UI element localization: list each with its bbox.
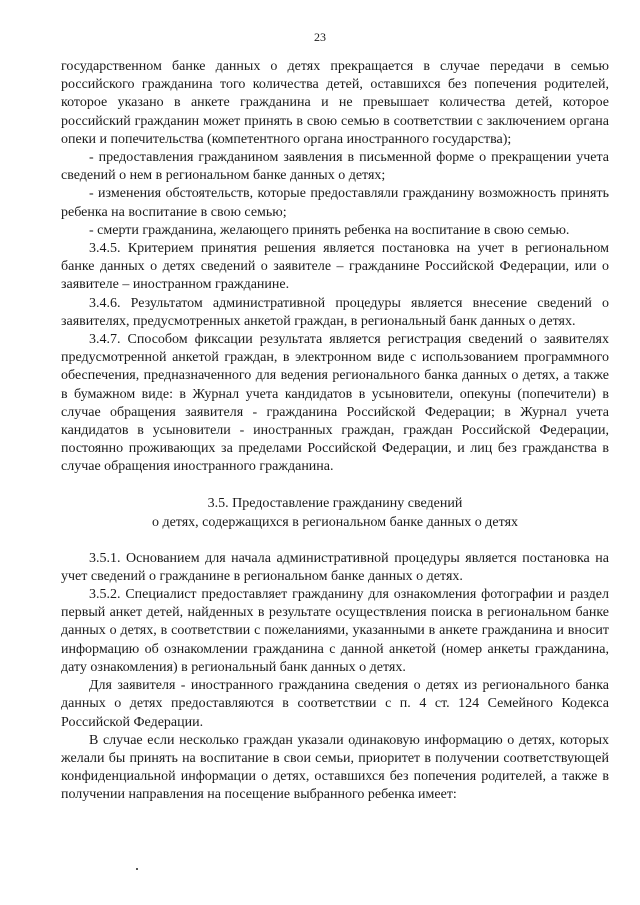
scan-speck: [136, 868, 138, 870]
paragraph: - смерти гражданина, желающего принять ребенка на воспитание в свою семью.: [89, 222, 570, 238]
section-heading: [61, 494, 609, 532]
paragraph: 3.4.6. Результатом административной процедуры является внесение сведений о заявителях, предусмотренных анкетой граждан, в региональный банк данных о детях.: [61, 295, 609, 329]
page-number: 23: [314, 30, 326, 44]
paragraph: Для заявителя - иностранного гражданина сведения о детях из регионального банка данных о детях предоставляются в соответствии с п. 4 ст. 124 Семейного Кодекса Российской Федерации.: [61, 678, 609, 730]
paragraph: 3.5.1. Основанием для начала административной процедуры является постановка на учет сведений о гражданине в региональном банке данных о детях.: [61, 550, 609, 584]
section-title-line: 3.5. Предоставление гражданину сведений: [207, 495, 463, 511]
document-body: [61, 58, 609, 805]
paragraph: 3.4.5. Критерием принятия решения является постановка на учет в региональном банке данных о детях сведений о заявителе – гражданине Российской Федерации, или о заявителе – иностранном гражданине.: [61, 241, 609, 293]
paragraph: 3.4.7. Способом фиксации результата является регистрация сведений о заявителях предусмотренной анкетой граждан, в электронном виде с использованием программного обеспечения, предназначенного для ведения регионального банка данных о детях, а также в бумажном виде: в Журнал учета кандидатов в усыновители, опекуны (попечители) в случае обращения заявителя - гражданина Российской Федерации; в Журнал учета кандидатов в усыновители - иностранных граждан, граждан Российской Федерации, постоянно проживающих за пределами Российской Федерации, и лиц без гражданства в случае обращения иностранного гражданина.: [61, 332, 609, 475]
paragraph: - изменения обстоятельств, которые предоставляли гражданину возможность принять ребенка на воспитание в свою семью;: [61, 186, 609, 220]
paragraph: государственном банке данных о детях прекращается в случае передачи в семью российского гражданина того количества детей, оставшихся без попечения родителей, которое указано в анкете гражданина и не превышает количества детей, которое российский гражданин может принять в свою семью в соответствии с заключением органа опеки и попечительства (компетентного органа иностранного государства);: [61, 59, 609, 147]
paragraph: В случае если несколько граждан указали одинаковую информацию о детях, которых желали бы принять на воспитание в свои семьи, приоритет в получении соответствующей конфиденциальной информации о детях, оставшихся без попечения родителей, а также в получении направления на посещение выбранного ребенка имеет:: [61, 732, 609, 803]
paragraph: 3.5.2. Специалист предоставляет гражданину для ознакомления фотографии и раздел первый анкет детей, найденных в результате осуществления поиска в региональном банке данных о детях, в соответствии с пожеланиями, указанными в анкете гражданина и вносит информацию об ознакомлении гражданина с данной анкетой (номер анкеты гражданина, дату ознакомления) в региональный банк данных о детях.: [61, 587, 609, 675]
paragraph: - предоставления гражданином заявления в письменной форме о прекращении учета сведений о нем в региональном банке данных о детях;: [61, 150, 609, 184]
section-title-line: о детях, содержащихся в региональном банке данных о детях: [151, 514, 519, 530]
